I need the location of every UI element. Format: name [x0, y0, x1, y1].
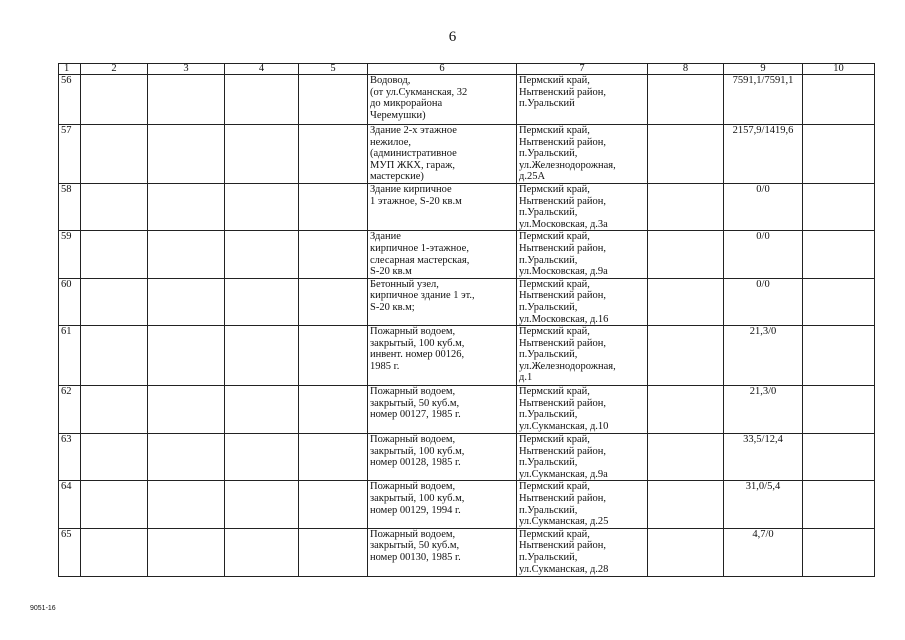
empty-cell — [803, 183, 875, 230]
row-number-cell: 64 — [59, 481, 81, 528]
object-name-cell — [368, 434, 517, 481]
empty-cell — [803, 278, 875, 325]
empty-cell — [225, 434, 299, 481]
empty-cell — [299, 481, 368, 528]
empty-cell — [299, 278, 368, 325]
column-header: 4 — [225, 64, 299, 75]
address-cell-text: Пермский край, Нытвенский район, п.Уральский — [519, 75, 607, 110]
address-cell — [517, 75, 648, 125]
empty-cell — [225, 481, 299, 528]
row-number-cell: 57 — [59, 125, 81, 184]
empty-cell — [225, 231, 299, 278]
object-name-cell — [368, 326, 517, 386]
value-cell: 0/0 — [724, 183, 803, 230]
value-cell: 0/0 — [724, 231, 803, 278]
address-cell — [517, 231, 648, 278]
address-cell — [517, 481, 648, 528]
value-cell: 21,3/0 — [724, 326, 803, 386]
empty-cell — [148, 75, 225, 125]
table-row — [59, 125, 875, 184]
page-number: 6 — [448, 29, 457, 45]
object-name-cell-text: Водовод, (от ул.Сукманская, 32 до микрорайона Черемушки) — [370, 75, 468, 121]
value-cell: 21,3/0 — [724, 386, 803, 434]
empty-cell — [148, 125, 225, 184]
empty-cell — [225, 183, 299, 230]
empty-cell — [225, 278, 299, 325]
column-header: 2 — [81, 64, 148, 75]
column-header: 5 — [299, 64, 368, 75]
table-row — [59, 326, 875, 386]
row-number-cell: 60 — [59, 278, 81, 325]
empty-cell — [81, 75, 148, 125]
empty-cell — [299, 75, 368, 125]
empty-cell — [148, 386, 225, 434]
value-cell: 33,5/12,4 — [724, 434, 803, 481]
object-name-cell — [368, 125, 517, 184]
object-name-cell — [368, 278, 517, 325]
table-row — [59, 278, 875, 325]
table-body — [59, 75, 875, 577]
property-registry-table — [58, 63, 875, 577]
empty-cell — [803, 481, 875, 528]
object-name-cell-text: Бетонный узел, кирпичное здание 1 эт., S-20 кв.м; — [370, 278, 475, 313]
address-cell-text: Пермский край, Нытвенский район, п.Уральский, ул.Московская, д.16 — [519, 278, 609, 325]
address-cell-text: Пермский край, Нытвенский район, п.Уральский, ул.Сукманская, д.25 — [519, 481, 609, 528]
empty-cell — [803, 125, 875, 184]
empty-cell — [225, 75, 299, 125]
value-cell: 7591,1/7591,1 — [724, 75, 803, 125]
table-row — [59, 434, 875, 481]
object-name-cell-text: Пожарный водоем, закрытый, 100 куб.м, инвент. номер 00126, 1985 г. — [370, 326, 465, 372]
empty-cell — [803, 386, 875, 434]
object-name-cell-text: Пожарный водоем, закрытый, 100 куб.м, номер 00129, 1994 г. — [370, 481, 465, 516]
empty-cell — [81, 528, 148, 576]
object-name-cell — [368, 75, 517, 125]
address-cell — [517, 386, 648, 434]
empty-cell — [299, 434, 368, 481]
object-name-cell — [368, 528, 517, 576]
table-row — [59, 528, 875, 576]
empty-cell — [803, 528, 875, 576]
address-cell-text: Пермский край, Нытвенский район, п.Уральский, ул.Московская, д.9а — [519, 231, 608, 278]
header-row — [59, 64, 875, 75]
row-number-cell: 61 — [59, 326, 81, 386]
object-name-cell-text: Пожарный водоем, закрытый, 100 куб.м, номер 00128, 1985 г. — [370, 434, 465, 469]
address-cell-text: Пермский край, Нытвенский район, п.Уральский, ул.Московская, д.3а — [519, 183, 608, 230]
column-header: 3 — [148, 64, 225, 75]
empty-cell — [648, 183, 724, 230]
empty-cell — [81, 481, 148, 528]
empty-cell — [648, 125, 724, 184]
empty-cell — [299, 386, 368, 434]
address-cell — [517, 528, 648, 576]
footer-code: 9051-16 — [30, 605, 56, 612]
empty-cell — [648, 434, 724, 481]
object-name-cell-text: Здание кирпичное 1 этажное, S-20 кв.м — [370, 183, 462, 207]
empty-cell — [648, 231, 724, 278]
address-cell-text: Пермский край, Нытвенский район, п.Уральский, ул.Сукманская, д.10 — [519, 386, 609, 432]
address-cell-text: Пермский край, Нытвенский район, п.Уральский, ул.Сукманская, д.28 — [519, 528, 609, 575]
empty-cell — [148, 183, 225, 230]
object-name-cell — [368, 231, 517, 278]
value-cell: 4,7/0 — [724, 528, 803, 576]
empty-cell — [803, 75, 875, 125]
column-header: 7 — [517, 64, 648, 75]
address-cell — [517, 278, 648, 325]
address-cell-text: Пермский край, Нытвенский район, п.Уральский, ул.Сукманская, д.9а — [519, 434, 608, 480]
empty-cell — [148, 231, 225, 278]
empty-cell — [225, 386, 299, 434]
row-number-cell: 62 — [59, 386, 81, 434]
empty-cell — [648, 481, 724, 528]
empty-cell — [148, 434, 225, 481]
column-header: 10 — [803, 64, 875, 75]
table-row — [59, 481, 875, 528]
empty-cell — [225, 528, 299, 576]
address-cell-text: Пермский край, Нытвенский район, п.Уральский, ул.Железнодорожная, д.25А — [519, 125, 616, 183]
empty-cell — [148, 481, 225, 528]
empty-cell — [148, 326, 225, 386]
column-header: 9 — [724, 64, 803, 75]
empty-cell — [648, 528, 724, 576]
empty-cell — [299, 326, 368, 386]
empty-cell — [648, 75, 724, 125]
object-name-cell-text: Здание 2-х этажное нежилое, (административное МУП ЖКХ, гараж, мастерские) — [370, 125, 457, 183]
value-cell: 0/0 — [724, 278, 803, 325]
object-name-cell-text: Здание кирпичное 1-этажное, слесарная мастерская, S-20 кв.м — [370, 231, 470, 278]
column-header: 6 — [368, 64, 517, 75]
empty-cell — [81, 326, 148, 386]
column-header: 8 — [648, 64, 724, 75]
table-row — [59, 231, 875, 278]
empty-cell — [299, 528, 368, 576]
empty-cell — [81, 386, 148, 434]
empty-cell — [299, 183, 368, 230]
empty-cell — [299, 231, 368, 278]
address-cell-text: Пермский край, Нытвенский район, п.Уральский, ул.Железнодорожная, д.1 — [519, 326, 616, 384]
empty-cell — [803, 326, 875, 386]
row-number-cell: 65 — [59, 528, 81, 576]
empty-cell — [299, 125, 368, 184]
empty-cell — [225, 326, 299, 386]
object-name-cell-text: Пожарный водоем, закрытый, 50 куб.м, номер 00130, 1985 г. — [370, 528, 461, 564]
address-cell — [517, 125, 648, 184]
table-row — [59, 183, 875, 230]
table-row — [59, 386, 875, 434]
address-cell — [517, 326, 648, 386]
empty-cell — [81, 434, 148, 481]
address-cell — [517, 434, 648, 481]
empty-cell — [81, 278, 148, 325]
address-cell — [517, 183, 648, 230]
empty-cell — [648, 278, 724, 325]
table-row — [59, 75, 875, 125]
empty-cell — [648, 386, 724, 434]
empty-cell — [803, 434, 875, 481]
value-cell: 2157,9/1419,6 — [724, 125, 803, 184]
empty-cell — [225, 125, 299, 184]
empty-cell — [148, 528, 225, 576]
row-number-cell: 58 — [59, 183, 81, 230]
object-name-cell — [368, 481, 517, 528]
empty-cell — [648, 326, 724, 386]
object-name-cell — [368, 386, 517, 434]
empty-cell — [81, 231, 148, 278]
object-name-cell-text: Пожарный водоем, закрытый, 50 куб.м, номер 00127, 1985 г. — [370, 386, 461, 421]
value-cell: 31,0/5,4 — [724, 481, 803, 528]
object-name-cell — [368, 183, 517, 230]
empty-cell — [81, 125, 148, 184]
column-header: 1 — [59, 64, 81, 75]
empty-cell — [81, 183, 148, 230]
empty-cell — [803, 231, 875, 278]
empty-cell — [148, 278, 225, 325]
row-number-cell: 59 — [59, 231, 81, 278]
row-number-cell: 63 — [59, 434, 81, 481]
row-number-cell: 56 — [59, 75, 81, 125]
